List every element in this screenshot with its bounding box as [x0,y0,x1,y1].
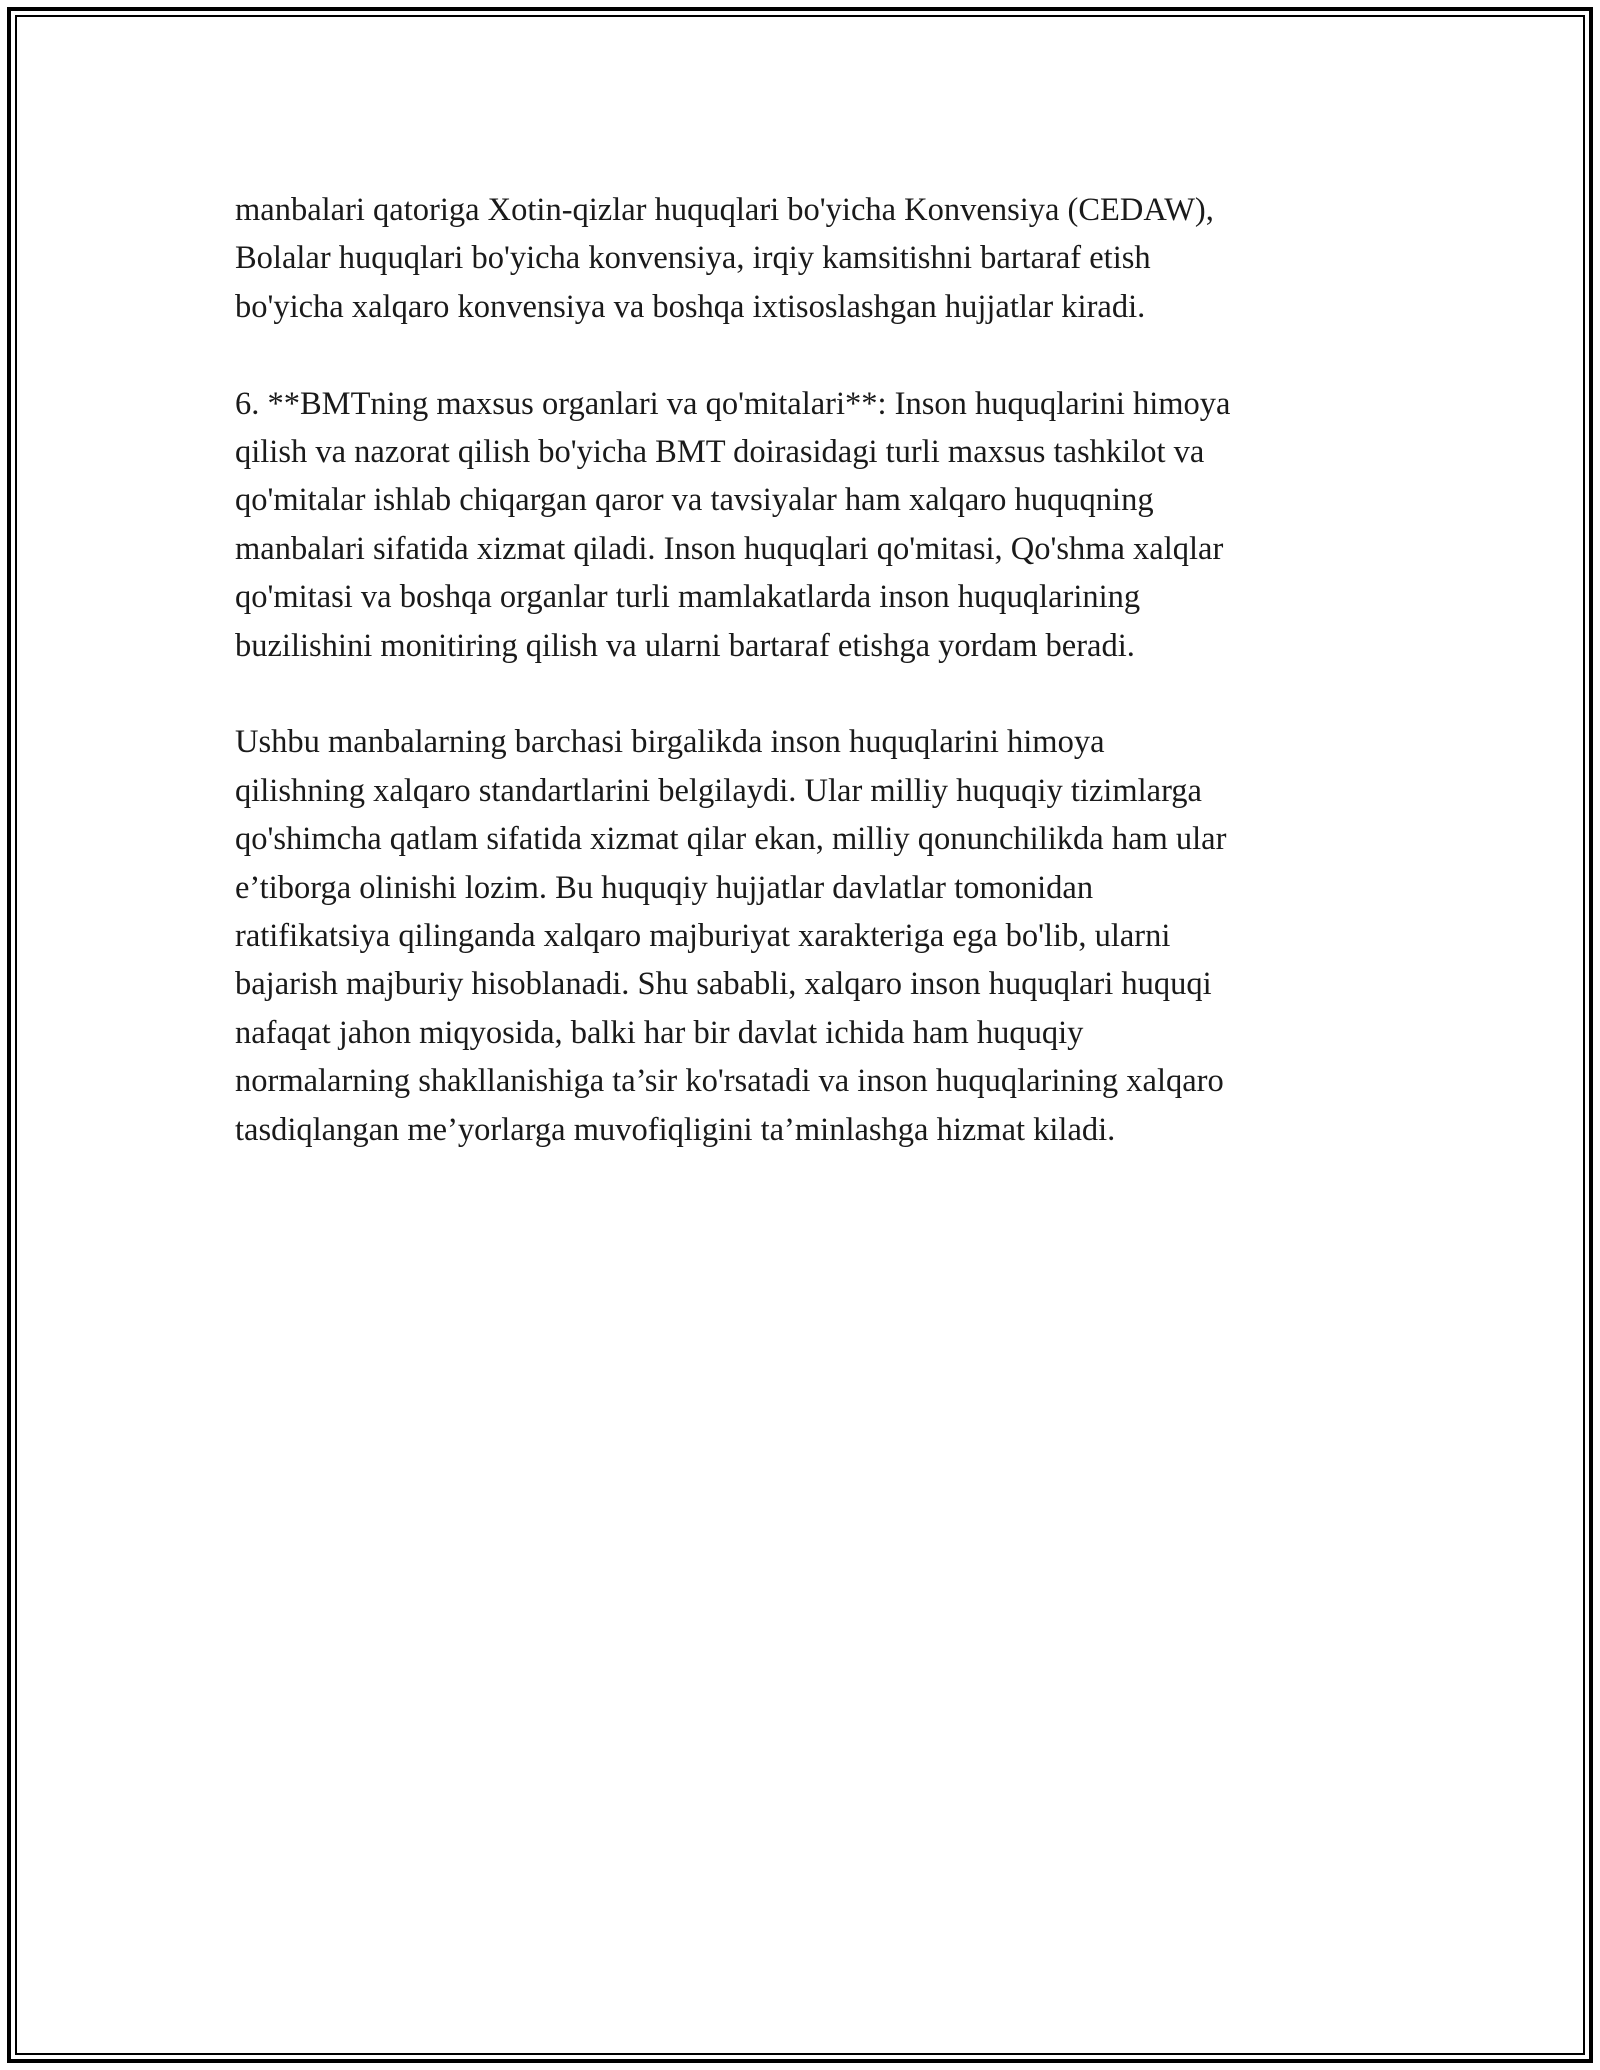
text-line: Bolalar huquqlari bo'yicha konvensiya, irqiy kamsitishni bartaraf etish [235,240,1151,277]
text-line: bo'yicha xalqaro konvensiya va boshqa ixtisoslashgan hujjatlar kiradi. [235,288,1146,325]
paragraph-conclusion [235,718,1375,1154]
text-line: qo'shimcha qatlam sifatida xizmat qilar ekan, milliy qonunchilikda ham ular [235,821,1227,858]
paragraph-un-bodies [235,380,1375,670]
text-line: manbalari qatoriga Xotin-qizlar huquqlari bo'yicha Konvensiya (CEDAW), [235,192,1214,228]
text-line: buzilishini monitiring qilish va ularni bartaraf etishga yordam beradi. [235,627,1135,664]
text-line: manbalari sifatida xizmat qiladi. Inson huquqlari qo'mitasi, Qo'shma xalqlar [235,530,1224,567]
text-line: qo'mitasi va boshqa organlar turli mamlakatlarda inson huquqlarining [235,579,1141,616]
document-body [235,186,1375,1202]
text-line: bajarish majburiy hisoblanadi. Shu sababli, xalqaro inson huquqlari huquqi [235,966,1212,1003]
text-line: Ushbu manbalarning barchasi birgalikda inson huquqlarini himoya [235,724,1105,761]
text-line: qilishning xalqaro standartlarini belgilaydi. Ular milliy huquqiy tizimlarga [235,772,1202,809]
text-line: 6. **BMTning maxsus organlari va qo'mitalari**: Inson huquqlarini himoya [235,385,1231,422]
text-line: normalarning shakllanishiga ta’sir ko'rsatadi va inson huquqlarining xalqaro [235,1063,1224,1100]
text-line: ratifikatsiya qilinganda xalqaro majburiyat xarakteriga ega bo'lib, ularni [235,918,1171,955]
paragraph-conventions [235,186,1375,331]
text-line: tasdiqlangan me’yorlarga muvofiqligini ta’minlashga hizmat kiladi. [235,1111,1116,1148]
text-line: nafaqat jahon miqyosida, balki har bir davlat ichida ham huquqiy [235,1014,1084,1051]
text-line: e’tiborga olinishi lozim. Bu huquqiy hujjatlar davlatlar tomonidan [235,869,1094,906]
text-line: qo'mitalar ishlab chiqargan qaror va tavsiyalar ham xalqaro huquqning [235,482,1154,519]
text-line: qilish va nazorat qilish bo'yicha BMT doirasidagi turli maxsus tashkilot va [235,434,1205,471]
